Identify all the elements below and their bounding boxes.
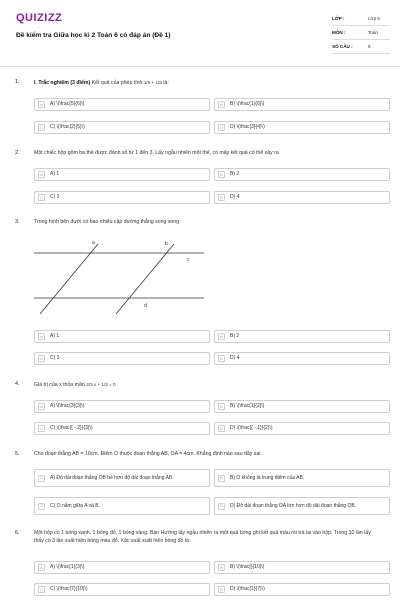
option-d[interactable] xyxy=(214,422,390,435)
option-text: C) 3 xyxy=(50,194,60,201)
math-expression: 2/3 x + 1/2 = 0 xyxy=(86,382,116,387)
option-letter: C xyxy=(38,586,45,593)
question-number: 4. xyxy=(15,381,20,387)
parallel-lines-figure xyxy=(34,236,214,316)
option-text: A) 1 xyxy=(50,171,60,178)
option-text: A) \(\frac{1}{3}\) xyxy=(50,564,85,571)
slanted-line-a xyxy=(40,244,98,314)
option-c[interactable] xyxy=(34,191,210,204)
option-letter: D xyxy=(218,586,225,593)
option-text: A) \(\frac{5}{6}\) xyxy=(50,101,85,108)
option-text: C) \(\frac{2}{5}\) xyxy=(50,124,85,131)
question-number: 1. xyxy=(15,79,20,85)
meta-row-subject xyxy=(332,26,390,40)
meta-table xyxy=(332,12,390,54)
question-text xyxy=(34,79,374,88)
option-letter: B xyxy=(218,171,225,178)
option-letter: A xyxy=(38,564,45,571)
option-letter: B xyxy=(218,475,225,482)
option-c[interactable] xyxy=(34,583,210,596)
option-letter: A xyxy=(38,171,45,178)
option-c[interactable] xyxy=(34,422,210,435)
option-text: D) \(\frac{1}{7}\) xyxy=(230,586,265,593)
option-c[interactable] xyxy=(34,121,210,134)
option-text: B) 2 xyxy=(230,171,240,178)
option-letter: D xyxy=(218,355,225,362)
question-body: Kết quả của phép tính xyxy=(90,80,144,86)
option-c[interactable] xyxy=(34,497,210,515)
option-d[interactable] xyxy=(214,352,390,365)
option-letter: D xyxy=(218,124,225,131)
option-c[interactable] xyxy=(34,352,210,365)
option-letter: C xyxy=(38,124,45,131)
option-text: D) 4 xyxy=(230,194,240,201)
option-letter: A xyxy=(38,333,45,340)
option-b[interactable] xyxy=(214,330,390,343)
option-a[interactable] xyxy=(34,561,210,574)
document-title: Đề kiểm tra Giữa học kì 2 Toán 6 có đáp án (Đề 1) xyxy=(16,32,171,39)
option-a[interactable] xyxy=(34,330,210,343)
meta-key: SỐ CÂU : xyxy=(332,44,353,49)
option-text: D) Độ dài đoạn thẳng OA lớn hơn độ dài đoạn thẳng OB. xyxy=(230,502,357,509)
label-a: a xyxy=(92,240,95,246)
option-text: A) Độ dài đoạn thẳng OB bé hơn độ dài đoạn thẳng AB. xyxy=(50,474,174,481)
option-letter: C xyxy=(38,425,45,432)
quizizz-logo: QUIZIZZ xyxy=(16,12,63,24)
option-text: B) \(\frac{}{10}\) xyxy=(230,564,265,571)
option-d[interactable] xyxy=(214,121,390,134)
option-text: D) 4 xyxy=(230,355,240,362)
option-letter: C xyxy=(38,355,45,362)
question-number: 5. xyxy=(15,451,20,457)
option-b[interactable] xyxy=(214,561,390,574)
option-letter: A xyxy=(38,403,45,410)
option-letter: B xyxy=(218,333,225,340)
option-text: B) \(\frac{1}{2}\) xyxy=(230,403,265,410)
option-b[interactable] xyxy=(214,168,390,181)
option-letter: A xyxy=(38,475,45,482)
option-letter: C xyxy=(38,503,45,510)
option-letter: B xyxy=(218,403,225,410)
option-letter: B xyxy=(218,564,225,571)
meta-key: LỚP : xyxy=(332,16,345,21)
option-b[interactable] xyxy=(214,98,390,111)
question-number: 3. xyxy=(15,219,20,225)
option-a[interactable] xyxy=(34,168,210,181)
section-heading: I. Trắc nghiệm (3 điểm) xyxy=(34,80,91,86)
meta-row-class xyxy=(332,12,390,26)
option-text: B) O không là trung điểm của AB. xyxy=(230,474,305,481)
option-text: C) 3 xyxy=(50,355,60,362)
option-d[interactable] xyxy=(214,497,390,515)
question-text: Một hộp có 1 bóng xanh, 1 bóng đỏ, 1 bóng vàng. Bạn Hường lấy ngẫu nhiên ra một quả bóng ghi kết quả màu rồi trả lại vào hộp. Trong 10 lần lấy thấy có 3 lần xuất hiện bóng màu đỏ. Xác suất xuất hiện bóng đỏ là: xyxy=(34,530,371,544)
meta-value: Lớp 6 xyxy=(368,16,380,21)
question-text: Trong hình bên dưới có bao nhiêu cặp đường thẳng song song xyxy=(34,219,180,225)
question-number: 2. xyxy=(15,150,20,156)
question-number: 6. xyxy=(15,530,20,536)
question-suffix: là: xyxy=(161,80,169,86)
question-text: Cho đoạn thẳng AB = 10cm. Điểm O thuộc đoạn thẳng AB, OA = 4cm. Khẳng định nào sau đây sai. xyxy=(34,451,262,457)
option-b[interactable] xyxy=(214,400,390,413)
option-d[interactable] xyxy=(214,583,390,596)
option-text: C) \(\frac{7}{10}\) xyxy=(50,586,88,593)
option-a[interactable] xyxy=(34,98,210,111)
option-text: C) O nằm giữa A và B. xyxy=(50,502,101,509)
math-expression: 1/5 + 1/5 xyxy=(143,80,162,85)
option-text: C) \(\frac{{ - 2}}{3}\) xyxy=(50,425,93,432)
label-b: b xyxy=(165,241,168,247)
option-a[interactable] xyxy=(34,469,210,487)
option-text: A) 1 xyxy=(50,333,60,340)
option-letter: D xyxy=(218,194,225,201)
option-b[interactable] xyxy=(214,469,390,487)
option-d[interactable] xyxy=(214,191,390,204)
meta-key: MÔN : xyxy=(332,30,346,35)
option-text: A) \(\frac{3}{3}\) xyxy=(50,403,85,410)
option-letter: D xyxy=(218,503,225,510)
question-body: Giá trị của x thỏa mãn xyxy=(34,382,87,388)
header-divider xyxy=(0,66,400,67)
meta-value: Toán xyxy=(368,30,378,35)
option-letter: A xyxy=(38,101,45,108)
option-text: B) 2 xyxy=(230,333,240,340)
option-text: D) \(\frac{3}{4}\) xyxy=(230,124,265,131)
question-text xyxy=(34,381,374,390)
option-letter: B xyxy=(218,101,225,108)
option-text: D) \(\frac{{ - 1}}{2}\) xyxy=(230,425,273,432)
option-letter: C xyxy=(38,194,45,201)
option-a[interactable] xyxy=(34,400,210,413)
label-d: d xyxy=(144,303,147,309)
question-text: Một chiếc hộp gồm ba thẻ được đánh số từ 1 đến 3. Lấy ngẫu nhiên một thẻ, có mấy kết quả có thể xảy ra xyxy=(34,150,279,156)
meta-value: 6 xyxy=(368,44,371,49)
worksheet-header xyxy=(0,0,400,66)
option-text: B) \(\frac{1}{6}\) xyxy=(230,101,265,108)
label-c: c xyxy=(187,257,190,263)
meta-row-count xyxy=(332,40,390,54)
option-letter: D xyxy=(218,425,225,432)
